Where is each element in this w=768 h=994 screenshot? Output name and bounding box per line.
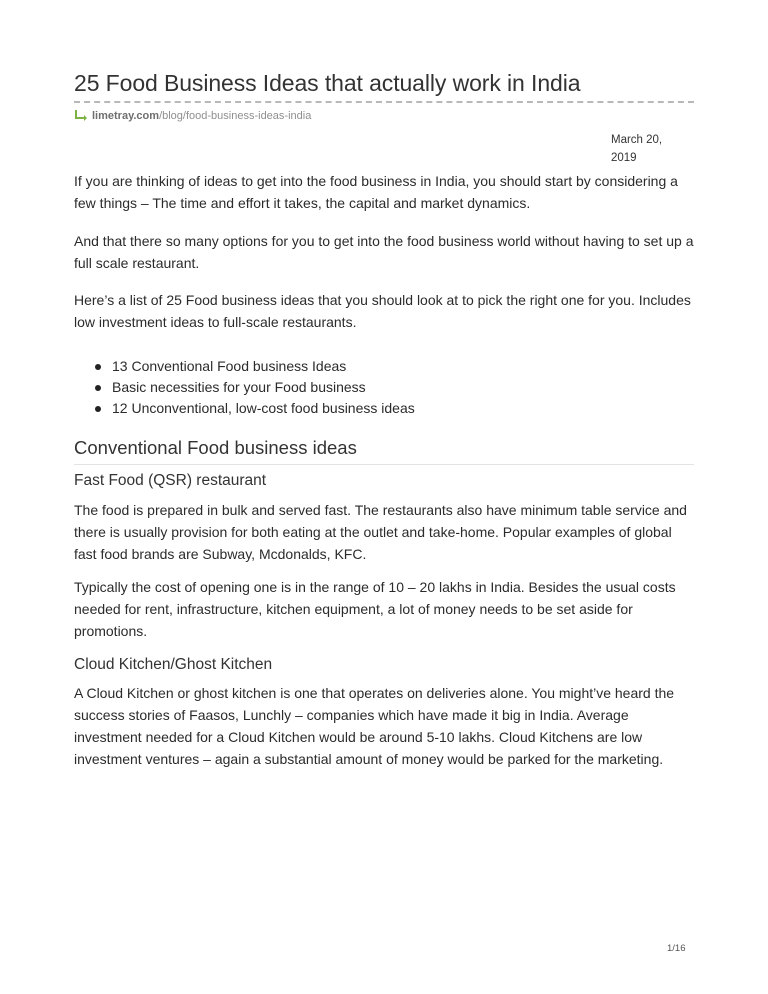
cloud-kitchen-paragraph-1: A Cloud Kitchen or ghost kitchen is one that operates on deliveries alone. You might’ve heard the success stories of Faasos, Lunchly – companies which have made it big in India. Average investment needed for a Cloud Kitchen would be around 5-10 lakhs. Cloud Kitchens are low investment ventures – again a substantial amount of money would be parked for the marketing. [74, 685, 675, 767]
source-domain[interactable]: limetray.com [92, 110, 160, 122]
intro-paragraph-3: Here’s a list of 25 Food business ideas that you should look at to pick the right one for you. Includes low investment ideas to full-scale restaurants. [74, 292, 691, 330]
fast-food-heading: Fast Food (QSR) restaurant [74, 472, 267, 489]
cloud-kitchen-heading: Cloud Kitchen/Ghost Kitchen [74, 656, 273, 673]
toc-item[interactable]: Basic necessities for your Food business [74, 377, 694, 398]
page-number: 1/16 [667, 943, 686, 954]
publish-date [611, 131, 691, 167]
toc-item[interactable]: 13 Conventional Food business Ideas [74, 356, 694, 377]
title-divider [74, 101, 694, 103]
section-divider [74, 464, 694, 465]
publish-date-line1: March 20, [611, 134, 663, 146]
source-link[interactable] [74, 109, 311, 122]
link-icon [74, 109, 88, 121]
intro-paragraph-1: If you are thinking of ideas to get into the food business in India, you should start by considering a few things – The time and effort it takes, the capital and market dynamics. [74, 173, 678, 211]
toc-item[interactable]: 12 Unconventional, low-cost food business ideas [74, 398, 694, 419]
section-heading: Conventional Food business ideas [74, 437, 357, 458]
toc-list [74, 356, 694, 419]
page-title: 25 Food Business Ideas that actually work in India [74, 70, 581, 96]
intro-paragraph-2: And that there so many options for you to get into the food business world without having to set up a full scale restaurant. [74, 233, 694, 271]
source-path[interactable]: /blog/food-business-ideas-india [159, 110, 312, 122]
fast-food-paragraph-2: Typically the cost of opening one is in the range of 10 – 20 lakhs in India. Besides the usual costs needed for rent, infrastructure, kitchen equipment, a lot of money needs to be set aside for promotions. [74, 579, 676, 639]
publish-date-line2: 2019 [611, 152, 637, 164]
fast-food-paragraph-1: The food is prepared in bulk and served fast. The restaurants also have minimum table service and there is usually provision for both eating at the outlet and take-home. Popular examples of global fast food brands are Subway, Mcdonalds, KFC. [74, 502, 687, 562]
